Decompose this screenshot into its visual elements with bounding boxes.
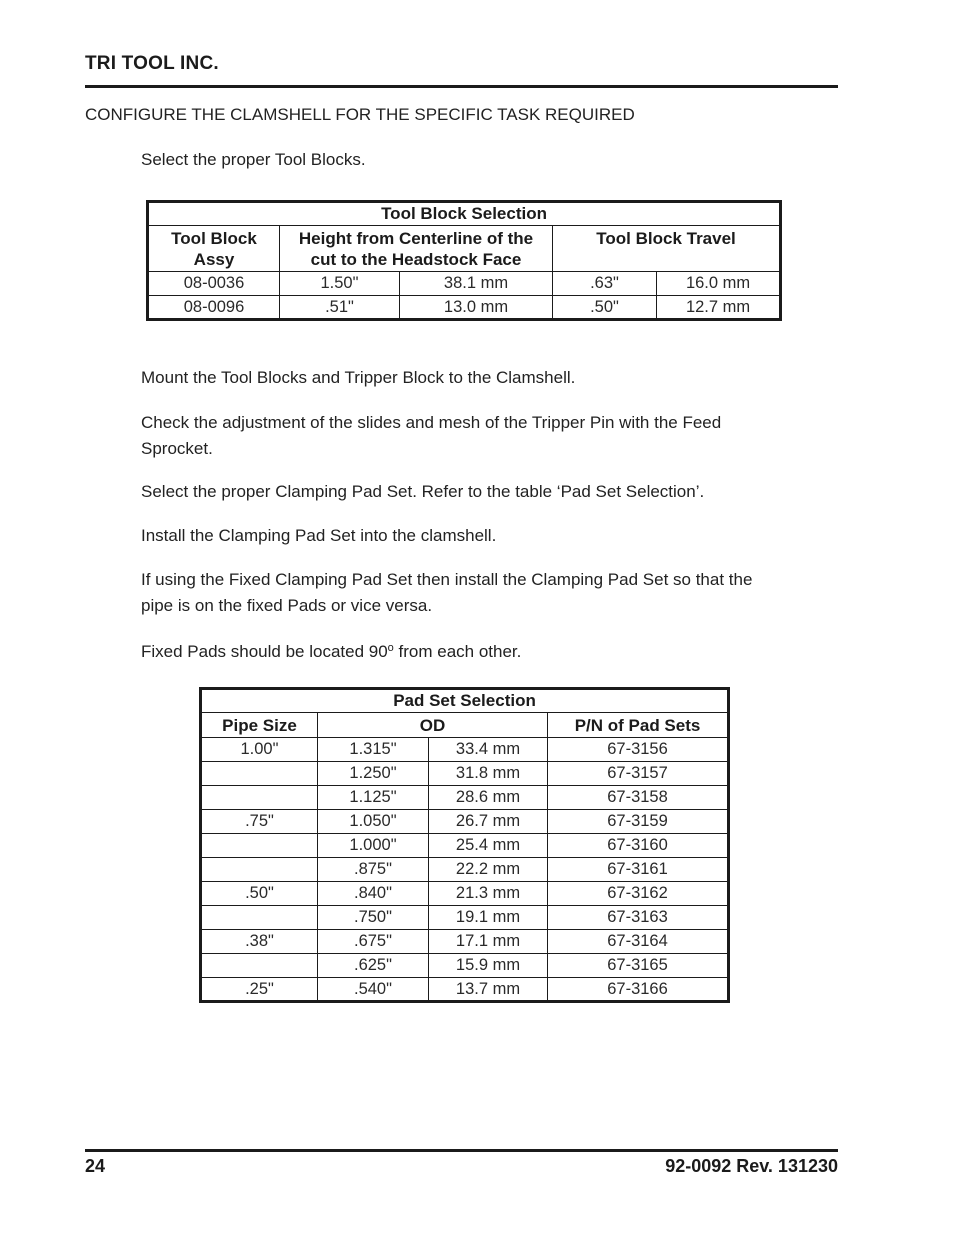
table-cell: 67-3160 [548, 834, 729, 858]
header-line: cut to the Headstock Face [310, 250, 522, 269]
table-cell: 1.125" [318, 786, 429, 810]
table-cell: 12.7 mm [657, 296, 781, 320]
table-cell: 67-3156 [548, 738, 729, 762]
table-row [148, 296, 781, 320]
paragraph-if-using-fixed-pads [141, 567, 752, 619]
table-row [201, 810, 729, 834]
column-header-tool-block-travel: Tool Block Travel [553, 226, 781, 272]
table-cell: 13.0 mm [400, 296, 553, 320]
table-title-row [201, 689, 729, 713]
table-cell: 13.7 mm [429, 978, 548, 1002]
degree-superscript: o [387, 642, 394, 654]
table-cell: 33.4 mm [429, 738, 548, 762]
table-cell: 08-0036 [148, 272, 280, 296]
footer-rule [85, 1149, 838, 1152]
paragraph-select-tool-blocks: Select the proper Tool Blocks. [141, 150, 366, 169]
table-cell: 22.2 mm [429, 858, 548, 882]
paragraph-text: from each other. [393, 642, 522, 661]
document-revision: 92-0092 Rev. 131230 [665, 1156, 838, 1176]
table-cell: .25" [201, 978, 318, 1002]
table-cell: 1.250" [318, 762, 429, 786]
table-row [201, 954, 729, 978]
table-cell: 21.3 mm [429, 882, 548, 906]
header-line: Tool Block [171, 229, 257, 248]
table-title: Pad Set Selection [201, 689, 729, 713]
table-cell: 16.0 mm [657, 272, 781, 296]
table-cell: .750" [318, 906, 429, 930]
table-cell: 67-3157 [548, 762, 729, 786]
table-cell: 26.7 mm [429, 810, 548, 834]
table-cell: .63" [553, 272, 657, 296]
table-cell: 67-3164 [548, 930, 729, 954]
table-cell: 38.1 mm [400, 272, 553, 296]
table-title: Tool Block Selection [148, 202, 781, 226]
table-cell: 08-0096 [148, 296, 280, 320]
table-cell [201, 858, 318, 882]
table-cell: .75" [201, 810, 318, 834]
table-cell: 25.4 mm [429, 834, 548, 858]
column-header-pipe-size: Pipe Size [201, 713, 318, 738]
paragraph-mount: Mount the Tool Blocks and Tripper Block to the Clamshell. [141, 368, 576, 387]
table-cell: 1.050" [318, 810, 429, 834]
table-row [201, 930, 729, 954]
table-row [201, 786, 729, 810]
table-header-row [201, 713, 729, 738]
page-number: 24 [85, 1156, 106, 1176]
table-cell: 67-3159 [548, 810, 729, 834]
paragraph-text: Fixed Pads should be located 90 [141, 642, 388, 661]
table-cell: 67-3158 [548, 786, 729, 810]
table-cell [201, 762, 318, 786]
pad-set-table-body [201, 738, 729, 1002]
table-cell: 67-3161 [548, 858, 729, 882]
section-heading: CONFIGURE THE CLAMSHELL FOR THE SPECIFIC TASK REQUIRED [85, 105, 635, 124]
table-cell: 17.1 mm [429, 930, 548, 954]
table-cell: 28.6 mm [429, 786, 548, 810]
table-row [201, 882, 729, 906]
paragraph-install-pad-set: Install the Clamping Pad Set into the clamshell. [141, 526, 497, 545]
column-header-tool-block-assy [148, 226, 280, 272]
table-cell: 67-3166 [548, 978, 729, 1002]
table-cell: 1.50" [280, 272, 400, 296]
paragraph-line: pipe is on the fixed Pads or vice versa. [141, 596, 433, 615]
tool-block-selection-table [146, 200, 782, 321]
header-line: Height from Centerline of the [298, 229, 534, 248]
table-cell: .38" [201, 930, 318, 954]
table-cell [201, 954, 318, 978]
table-row [201, 858, 729, 882]
table-cell: 15.9 mm [429, 954, 548, 978]
table-cell: 1.315" [318, 738, 429, 762]
pad-set-selection-table [199, 687, 730, 1003]
table-cell: .875" [318, 858, 429, 882]
table-row [201, 738, 729, 762]
table-cell [201, 906, 318, 930]
table-row [201, 762, 729, 786]
table-row [148, 272, 781, 296]
paragraph-check-adjustment [141, 410, 721, 462]
table-cell [201, 786, 318, 810]
paragraph-line: Check the adjustment of the slides and mesh of the Tripper Pin with the Feed [141, 413, 722, 432]
table-cell [201, 834, 318, 858]
header-line: Assy [193, 250, 235, 269]
header-rule [85, 85, 838, 88]
table-title-row [148, 202, 781, 226]
table-cell: .51" [280, 296, 400, 320]
table-cell: 1.000" [318, 834, 429, 858]
table-cell: .50" [553, 296, 657, 320]
company-header: TRI TOOL INC. [85, 53, 219, 74]
table-cell: .840" [318, 882, 429, 906]
table-cell: 19.1 mm [429, 906, 548, 930]
table-cell: 31.8 mm [429, 762, 548, 786]
table-row [201, 906, 729, 930]
table-cell: 67-3165 [548, 954, 729, 978]
table-row [201, 978, 729, 1002]
column-header-height-from-centerline [280, 226, 553, 272]
paragraph-line: If using the Fixed Clamping Pad Set then install the Clamping Pad Set so that the [141, 570, 753, 589]
table-cell: 1.00" [201, 738, 318, 762]
paragraph-select-pad-set: Select the proper Clamping Pad Set. Refer to the table ‘Pad Set Selection’. [141, 482, 705, 501]
table-cell: .540" [318, 978, 429, 1002]
table-header-row [148, 226, 781, 272]
table-row [201, 834, 729, 858]
table-cell: 67-3163 [548, 906, 729, 930]
column-header-od: OD [318, 713, 548, 738]
column-header-pn: P/N of Pad Sets [548, 713, 729, 738]
table-cell: .50" [201, 882, 318, 906]
paragraph-fixed-pads-90 [141, 635, 521, 665]
table-cell: .625" [318, 954, 429, 978]
footer [85, 1154, 838, 1178]
paragraph-line: Sprocket. [141, 439, 213, 458]
tool-block-table-body [148, 272, 781, 320]
table-cell: .675" [318, 930, 429, 954]
table-cell: 67-3162 [548, 882, 729, 906]
